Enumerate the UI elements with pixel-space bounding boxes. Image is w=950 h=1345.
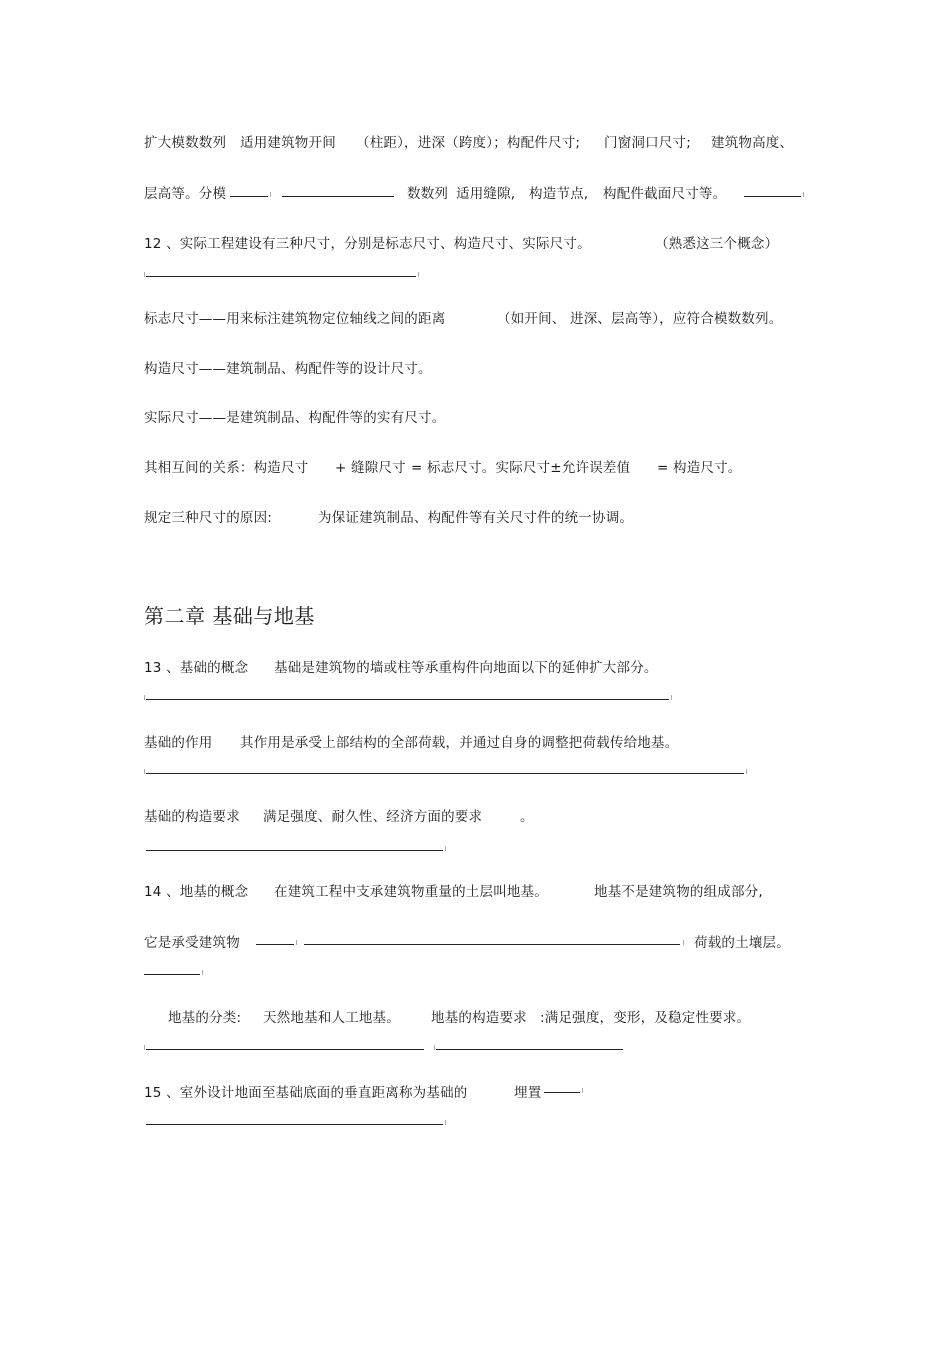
text-item-14: 14 、地基的概念 xyxy=(144,884,249,900)
text-foundation-definition: 基础是建筑物的墙或柱等承重构件向地面以下的延伸扩大部分。 xyxy=(274,660,658,676)
text-item-13: 13 、基础的概念 xyxy=(144,660,249,676)
blank-tick xyxy=(445,846,446,851)
text-subgrade-note: 地基不是建筑物的组成部分, xyxy=(594,884,763,900)
blank-line xyxy=(146,276,416,277)
blank-tick xyxy=(445,1120,446,1125)
chapter-heading: 第二章 基础与地基 xyxy=(144,604,315,628)
text-floor-height: 层高等。分模 xyxy=(144,186,227,202)
text-embedment: 埋置 xyxy=(514,1085,542,1101)
text-relation: 其相互间的关系：构造尺寸 xyxy=(144,460,309,476)
blank-tick xyxy=(803,192,804,197)
text-gaps: 适用缝隙, xyxy=(456,186,516,202)
blank-line xyxy=(146,773,744,774)
text-construction-equals: = 构造尺寸。 xyxy=(657,460,742,476)
blank-tick xyxy=(144,1045,145,1050)
text-actual-size: 实际尺寸——是建筑制品、构配件等的实有尺寸。 xyxy=(144,410,446,426)
text-item-12: 12 、实际工程建设有三种尺寸，分别是标志尺寸、构造尺寸、实际尺寸。 xyxy=(144,236,591,252)
text-sub-modulus: 数数列 xyxy=(407,186,449,202)
text-reason: 规定三种尺寸的原因: xyxy=(144,510,273,526)
blank-tick xyxy=(270,192,271,197)
text-applies-bay: 适用建筑物开间 xyxy=(240,135,336,151)
blank-line xyxy=(304,944,680,945)
blank-line xyxy=(256,944,294,945)
blank-tick xyxy=(671,695,672,700)
blank-tick xyxy=(144,769,145,774)
text-subgrade-requirements: 地基的构造要求 xyxy=(431,1010,527,1026)
blank-tick xyxy=(418,272,419,277)
text-subgrade-req-detail: :满足强度，变形，及稳定性要求。 xyxy=(540,1010,751,1026)
text-nominal-size-note: （如开间、 进深、层高等），应符合模数数列。 xyxy=(497,311,783,327)
blank-line xyxy=(230,196,268,197)
text-foundation-function: 基础的作用 xyxy=(144,735,213,751)
text-gap-size: + 缝隙尺寸 xyxy=(335,460,406,476)
blank-line xyxy=(146,1049,424,1050)
text-column-spacing: （柱距），进深（跨度）；构配件尺寸; xyxy=(356,135,581,151)
blank-line xyxy=(146,850,443,851)
text-soil-layer: 荷载的土壤层。 xyxy=(694,935,790,951)
text-modulus-series: 扩大模数数列 xyxy=(144,135,227,151)
text-period: 。 xyxy=(520,809,534,825)
text-foundation-requirements: 基础的构造要求 xyxy=(144,809,240,825)
blank-tick xyxy=(144,272,145,277)
text-nominal-equals: = 标志尺寸。实际尺寸±允许误差值 xyxy=(411,460,631,476)
blank-tick xyxy=(746,769,747,774)
blank-line xyxy=(146,1124,443,1125)
blank-tick xyxy=(582,1088,583,1093)
text-item-15: 15 、室外设计地面至基础底面的垂直距离称为基础的 xyxy=(144,1085,468,1101)
blank-line xyxy=(544,1092,580,1093)
blank-tick xyxy=(144,695,145,700)
blank-tick xyxy=(202,970,203,975)
text-nominal-size: 标志尺寸——用来标注建筑物定位轴线之间的距离 xyxy=(144,311,446,327)
text-subgrade-classification: 地基的分类: xyxy=(168,1010,242,1026)
blank-line xyxy=(744,196,801,197)
blank-tick xyxy=(296,940,297,945)
blank-line xyxy=(436,1049,623,1050)
blank-line xyxy=(282,196,394,197)
blank-line xyxy=(146,699,669,700)
blank-tick xyxy=(434,1045,435,1050)
text-joints: 构造节点, xyxy=(529,186,589,202)
blank-tick xyxy=(683,940,684,945)
text-subgrade-definition: 在建筑工程中支承建筑物重量的土层叫地基。 xyxy=(274,884,548,900)
text-familiarize-note: （熟悉这三个概念） xyxy=(655,236,779,252)
text-natural-artificial: 天然地基和人工地基。 xyxy=(263,1010,400,1026)
text-construction-size: 构造尺寸——建筑制品、构配件等的设计尺寸。 xyxy=(144,361,432,377)
text-reason-detail: 为保证建筑制品、构配件等有关尺寸件的统一协调。 xyxy=(318,510,634,526)
text-section-size: 构配件截面尺寸等。 xyxy=(603,186,727,202)
blank-line xyxy=(144,974,200,975)
text-building-height: 建筑物高度、 xyxy=(711,135,794,151)
text-door-window: 门窗洞口尺寸; xyxy=(604,135,691,151)
text-requirements-detail: 满足强度、耐久性、经济方面的要求 xyxy=(263,809,483,825)
text-bears-building: 它是承受建筑物 xyxy=(144,935,240,951)
text-function-detail: 其作用是承受上部结构的全部荷载，并通过自身的调整把荷载传给地基。 xyxy=(240,735,679,751)
